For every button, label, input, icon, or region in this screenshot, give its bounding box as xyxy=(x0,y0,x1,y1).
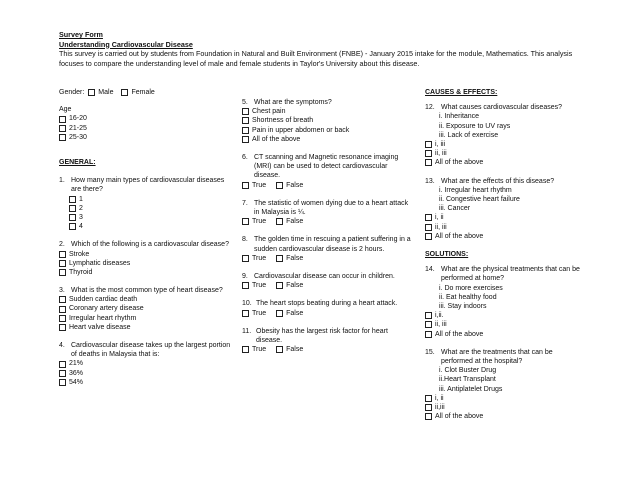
answer-option: 3 xyxy=(79,213,83,221)
question-number: 8. xyxy=(242,236,248,244)
list-item: iii. Antiplatelet Drugs xyxy=(439,385,503,393)
answer-option: Sudden cardiac death xyxy=(69,296,138,304)
false-checkbox[interactable] xyxy=(276,182,283,189)
question-text: How many main types of cardiovascular diseases are there? xyxy=(71,177,225,194)
answer-checkbox[interactable] xyxy=(425,312,432,319)
answer-option: All of the above xyxy=(435,330,484,338)
question-text: CT scanning and Magnetic resonance imaging (MRI) can be used to detect cardiovascular disease. xyxy=(254,153,399,180)
question-4 xyxy=(59,341,234,387)
question-number: 9. xyxy=(242,272,248,280)
age-checkbox[interactable] xyxy=(59,134,66,141)
question-1 xyxy=(59,176,234,231)
false-label: False xyxy=(286,346,304,354)
question-number: 3. xyxy=(59,287,65,295)
list-item: ii. Eat healthy food xyxy=(439,293,497,301)
age-option: 25-30 xyxy=(69,133,87,141)
answer-checkbox[interactable] xyxy=(59,361,66,368)
answer-checkbox[interactable] xyxy=(59,370,66,377)
causes-heading: CAUSES & EFFECTS: xyxy=(425,89,498,96)
gender-row xyxy=(59,88,234,97)
false-label: False xyxy=(286,254,304,262)
question-number: 5. xyxy=(242,99,248,106)
question-number: 12. xyxy=(425,104,435,112)
question-5 xyxy=(242,98,412,144)
false-label: False xyxy=(286,282,304,290)
answer-option: i, iii xyxy=(435,141,446,149)
question-2 xyxy=(59,240,234,277)
gender-female-checkbox[interactable] xyxy=(121,89,128,96)
answer-checkbox[interactable] xyxy=(59,269,66,276)
list-item: ii. Congestive heart failure xyxy=(439,195,520,203)
question-text: What are the symptoms? xyxy=(254,99,332,106)
answer-checkbox[interactable] xyxy=(59,296,66,303)
question-number: 10. xyxy=(242,300,252,308)
question-number: 15. xyxy=(425,348,435,356)
answer-checkbox[interactable] xyxy=(425,395,432,402)
answer-option: Chest pain xyxy=(252,108,286,116)
answer-checkbox[interactable] xyxy=(59,260,66,267)
answer-checkbox[interactable] xyxy=(425,150,432,157)
answer-checkbox[interactable] xyxy=(425,141,432,148)
answer-option: ii, iii xyxy=(435,150,447,158)
true-label: True xyxy=(252,254,267,262)
gender-option: Female xyxy=(131,89,155,96)
survey-intro: This survey is carried out by students from Foundation in Natural and Built Environment (FNBE) - January 2015 intake for the module, Mathematics. This analysis focuses to compare the understanding level of male and female students in Taylor's University about this disease. xyxy=(59,49,573,68)
answer-option: Stroke xyxy=(69,250,90,258)
general-heading: GENERAL: xyxy=(59,158,96,166)
question-number: 7. xyxy=(242,199,248,207)
answer-option: Heart valve disease xyxy=(69,323,131,331)
answer-checkbox[interactable] xyxy=(59,379,66,386)
answer-checkbox[interactable] xyxy=(242,136,249,143)
answer-checkbox[interactable] xyxy=(425,214,432,221)
age-option: 16-20 xyxy=(69,115,87,123)
answer-option: 1 xyxy=(79,195,83,203)
answer-checkbox[interactable] xyxy=(69,196,76,203)
answer-checkbox[interactable] xyxy=(425,404,432,411)
question-number: 14. xyxy=(425,266,435,274)
false-checkbox[interactable] xyxy=(276,282,283,289)
question-number: 2. xyxy=(59,241,65,249)
true-label: True xyxy=(252,218,267,226)
answer-option: All of the above xyxy=(252,135,301,143)
question-text: What is the most common type of heart disease? xyxy=(71,287,223,295)
question-text: The statistic of women dying due to a heart attack in Malaysia is ¼. xyxy=(254,199,409,216)
list-item: i. Inheritance xyxy=(439,113,480,121)
list-item: iii. Cancer xyxy=(439,205,471,213)
answer-checkbox[interactable] xyxy=(425,331,432,338)
answer-checkbox[interactable] xyxy=(425,321,432,328)
true-checkbox[interactable] xyxy=(242,182,249,189)
list-item: ii. Exposure to UV rays xyxy=(439,122,511,130)
true-checkbox[interactable] xyxy=(242,346,249,353)
answer-option: 54% xyxy=(69,378,84,386)
answer-checkbox[interactable] xyxy=(59,306,66,313)
answer-checkbox[interactable] xyxy=(242,117,249,124)
list-item: iii. Stay indoors xyxy=(439,302,487,310)
question-9 xyxy=(242,272,412,290)
false-checkbox[interactable] xyxy=(276,218,283,225)
true-checkbox[interactable] xyxy=(242,310,249,317)
question-number: 6. xyxy=(242,153,248,161)
false-label: False xyxy=(286,309,304,317)
answer-option: i, ii xyxy=(435,214,444,222)
list-item: i. Clot Buster Drug xyxy=(439,367,497,375)
answer-option: Irregular heart rhythm xyxy=(69,314,137,322)
false-checkbox[interactable] xyxy=(276,346,283,353)
answer-option: All of the above xyxy=(435,159,484,167)
question-number: 1. xyxy=(59,177,65,185)
question-text: Cardiovascular disease can occur in children. xyxy=(254,272,395,280)
answer-checkbox[interactable] xyxy=(425,159,432,166)
question-number: 13. xyxy=(425,177,435,185)
age-checkbox[interactable] xyxy=(59,125,66,132)
question-text: Which of the following is a cardiovascular disease? xyxy=(71,241,229,249)
answer-option: i,ii. xyxy=(435,312,444,320)
answer-checkbox[interactable] xyxy=(425,413,432,420)
question-13 xyxy=(425,177,585,241)
list-item: i. Irregular heart rhythm xyxy=(439,186,512,194)
answer-option: 2 xyxy=(79,204,83,212)
question-7 xyxy=(242,199,412,227)
question-text: The golden time in rescuing a patient suffering in a sudden cardiovascular disease is 2 hours. xyxy=(254,236,411,253)
question-text: What are the effects of this disease? xyxy=(441,177,555,185)
false-checkbox[interactable] xyxy=(276,255,283,262)
column-left xyxy=(59,88,234,387)
true-checkbox[interactable] xyxy=(242,282,249,289)
false-label: False xyxy=(286,218,304,226)
survey-subtitle: Understanding Cardiovascular Disease xyxy=(59,39,193,49)
question-15 xyxy=(425,348,585,422)
answer-checkbox[interactable] xyxy=(59,315,66,322)
answer-option: Shortness of breath xyxy=(252,117,314,125)
gender-label: Gender: xyxy=(59,89,85,96)
answer-option: Pain in upper abdomen or back xyxy=(252,126,350,134)
answer-option: All of the above xyxy=(435,413,484,421)
answer-checkbox[interactable] xyxy=(69,214,76,221)
true-label: True xyxy=(252,181,267,189)
question-12 xyxy=(425,103,585,167)
true-label: True xyxy=(252,346,267,354)
question-14 xyxy=(425,265,585,339)
question-6 xyxy=(242,153,412,190)
list-item: iii. Lack of exercise xyxy=(439,131,499,139)
question-text: Cardiovascular disease takes up the largest portion of deaths in Malaysia that is: xyxy=(71,342,231,359)
true-label: True xyxy=(252,282,267,290)
question-10 xyxy=(242,299,412,317)
answer-checkbox[interactable] xyxy=(69,223,76,230)
survey-header xyxy=(59,30,579,68)
answer-option: ii, iii xyxy=(435,321,447,329)
answer-option: 21% xyxy=(69,360,84,368)
true-label: True xyxy=(252,309,267,317)
answer-option: Lymphatic diseases xyxy=(69,259,131,267)
question-text: The heart stops beating during a heart attack. xyxy=(256,300,398,308)
question-8 xyxy=(242,235,412,263)
answer-checkbox[interactable] xyxy=(425,233,432,240)
solutions-heading: SOLUTIONS: xyxy=(425,250,469,258)
gender-option: Male xyxy=(98,89,114,96)
true-checkbox[interactable] xyxy=(242,218,249,225)
age-checkbox[interactable] xyxy=(59,116,66,123)
question-11 xyxy=(242,327,412,355)
answer-option: Thyroid xyxy=(69,268,93,276)
question-text: What are the treatments that can be performed at the hospital? xyxy=(441,348,553,365)
answer-checkbox[interactable] xyxy=(59,251,66,258)
false-checkbox[interactable] xyxy=(276,310,283,317)
true-checkbox[interactable] xyxy=(242,255,249,262)
question-text: Obesity has the largest risk factor for heart disease. xyxy=(256,327,388,344)
question-text: What causes cardiovascular diseases? xyxy=(441,104,563,112)
question-text: What are the physical treatments that can be performed at home? xyxy=(441,266,580,283)
survey-title: Survey Form xyxy=(59,30,103,39)
answer-checkbox[interactable] xyxy=(69,205,76,212)
answer-option: i, ii xyxy=(435,394,444,402)
answer-option: ii,iii xyxy=(435,403,445,411)
column-middle xyxy=(242,98,412,354)
false-label: False xyxy=(286,181,304,189)
answer-option: ii, iii xyxy=(435,223,447,231)
answer-checkbox[interactable] xyxy=(242,108,249,115)
answer-checkbox[interactable] xyxy=(59,324,66,331)
answer-option: All of the above xyxy=(435,232,484,240)
age-option: 21-25 xyxy=(69,124,87,132)
gender-male-checkbox[interactable] xyxy=(88,89,95,96)
list-item: i. Do more exercises xyxy=(439,284,503,292)
answer-option: 36% xyxy=(69,369,84,377)
column-right xyxy=(425,88,585,421)
answer-option: Coronary artery disease xyxy=(69,305,144,313)
list-item: ii.Heart Transplant xyxy=(439,376,496,384)
age-label: Age xyxy=(59,106,72,114)
question-number: 4. xyxy=(59,342,65,350)
answer-option: 4 xyxy=(79,223,83,231)
question-3 xyxy=(59,286,234,332)
answer-checkbox[interactable] xyxy=(425,224,432,231)
question-number: 11. xyxy=(242,327,252,335)
answer-checkbox[interactable] xyxy=(242,127,249,134)
